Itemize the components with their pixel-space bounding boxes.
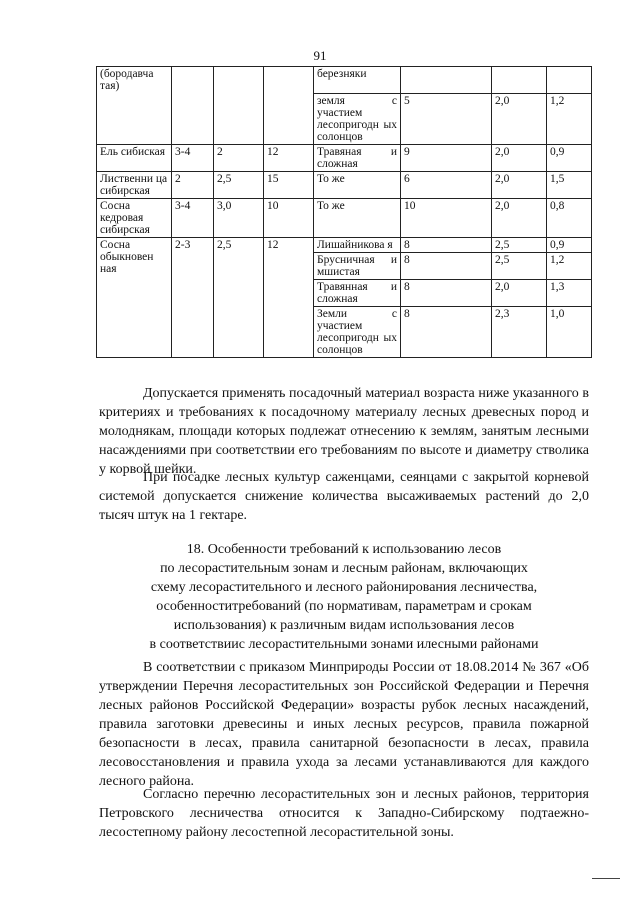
table-cell: 3,0: [214, 198, 264, 237]
table-row: [97, 93, 592, 144]
table-cell: земля с участием лесопригодн ых солонцов: [314, 93, 401, 144]
table-cell: [214, 67, 264, 94]
paragraph-order-367: [99, 658, 589, 791]
table-cell: То же: [314, 171, 401, 198]
table-cell: 10: [264, 198, 314, 237]
table-cell: 2,5: [214, 237, 264, 357]
table-cell: 9: [401, 144, 492, 171]
table-cell: Травянная и сложная: [314, 279, 401, 306]
paragraph-seedlings: [99, 468, 589, 525]
table-cell: 2,0: [492, 279, 547, 306]
table-cell: 12: [264, 237, 314, 357]
table-cell: [214, 93, 264, 144]
table-cell: Сосна обыкновен ная: [97, 237, 172, 357]
table-cell: 10: [401, 198, 492, 237]
table-cell: [492, 67, 547, 94]
table-cell: То же: [314, 198, 401, 237]
table-row: [97, 144, 592, 171]
table-cell: 2,0: [492, 198, 547, 237]
heading-line: особенноститребований (по нормативам, параметрам и срокам: [156, 599, 532, 614]
table-cell: Травяная и сложная: [314, 144, 401, 171]
paragraph-text: Допускается применять посадочный материал возраста ниже указанного в критериях и требованиях к посадочному материалу лесных древесных пород и молоднякам, площади которых подлежат отнесению к землям, занятым лесными насаждениями при соответствии его требованиям по высоте и диаметру стволика у корвой шейки.: [99, 386, 589, 477]
table-cell: Лиственни ца сибирская: [97, 171, 172, 198]
table-cell: 2,5: [492, 252, 547, 279]
paragraph-text: Согласно перечню лесорастительных зон и лесных районов, территория Петровского лесничества относится к Западно-Сибирскому подтаежно-лесостепному району лесостепной лесорастительной зоны.: [99, 787, 589, 840]
table-cell: 2,5: [492, 237, 547, 252]
table-cell: Сосна кедровая сибирская: [97, 198, 172, 237]
table-cell: 2: [172, 171, 214, 198]
heading-line: по лесорастительным зонам и лесным районам, включающих: [160, 561, 528, 576]
table-cell: 2,5: [214, 171, 264, 198]
table-cell: [97, 93, 172, 144]
table-cell: 0,8: [547, 198, 592, 237]
table-cell: 8: [401, 252, 492, 279]
section-heading: [99, 540, 589, 654]
heading-line: схему лесорастительного и лесного районирования лесничества,: [150, 580, 538, 595]
table-cell: 8: [401, 306, 492, 357]
table-cell: Лишайникова я: [314, 237, 401, 252]
table-cell: 5: [401, 93, 492, 144]
table-cell: 1,0: [547, 306, 592, 357]
table-cell: 3-4: [172, 198, 214, 237]
table-cell: 2,0: [492, 171, 547, 198]
table-cell: 2,0: [492, 144, 547, 171]
table-cell: 2,0: [492, 93, 547, 144]
table-cell: 8: [401, 237, 492, 252]
table-row: [97, 67, 592, 94]
table-cell: 1,2: [547, 252, 592, 279]
table-cell: 3-4: [172, 144, 214, 171]
table-cell: березняки: [314, 67, 401, 94]
table-row: [97, 198, 592, 237]
table-cell: 2,3: [492, 306, 547, 357]
table-cell: Брусничная и мшистая: [314, 252, 401, 279]
paragraph-text: В соответствии с приказом Минприроды России от 18.08.2014 № 367 «Об утверждении Перечня лесорастительных зон Российской Федерации и Перечня лесных районов Российской Федерации» возрасты рубок лесных насаждений, правила заготовки древесины и иных лесных ресурсов, правила пожарной безопасности в лесах, правила санитарной безопасности в лесах, правила лесовосстановления и правила ухода за лесами устанавливаются для каждого лесного района.: [99, 660, 589, 789]
table-row: [97, 237, 592, 252]
paragraph-forestry-zone: [99, 785, 589, 842]
table-cell: [401, 67, 492, 94]
table-cell: 1,2: [547, 93, 592, 144]
table-cell: 0,9: [547, 237, 592, 252]
heading-line: использования) к различным видам использования лесов: [173, 618, 515, 633]
heading-line: в соответствиис лесорастительными зонами илесными районами: [149, 637, 539, 652]
table-cell: 6: [401, 171, 492, 198]
table-cell: 12: [264, 144, 314, 171]
table-cell: [172, 67, 214, 94]
planting-criteria-table: [96, 66, 592, 358]
page-number: 91: [313, 48, 327, 63]
table-cell: 1,3: [547, 279, 592, 306]
table-cell: [264, 93, 314, 144]
table-cell: 0,9: [547, 144, 592, 171]
table-cell: [547, 67, 592, 94]
table-cell: 1,5: [547, 171, 592, 198]
table-cell: 8: [401, 279, 492, 306]
heading-line: 18. Особенности требований к использованию лесов: [186, 542, 502, 557]
table-cell: 15: [264, 171, 314, 198]
table-cell: Земли с участием лесопригодн ых солонцов: [314, 306, 401, 357]
table-cell: Ель сибиская: [97, 144, 172, 171]
paragraph-planting-material: [99, 384, 589, 479]
paragraph-text: При посадке лесных культур саженцами, сеянцами с закрытой корневой системой допускается снижение количества высаживаемых растений до 2,0 тысяч штук на 1 гектаре.: [99, 470, 589, 523]
table-row: [97, 171, 592, 198]
table-cell: 2-3: [172, 237, 214, 357]
table-cell: [264, 67, 314, 94]
table-cell: (бородавча тая): [97, 67, 172, 94]
table-cell: [172, 93, 214, 144]
footer-line: [592, 878, 620, 879]
table-cell: 2: [214, 144, 264, 171]
